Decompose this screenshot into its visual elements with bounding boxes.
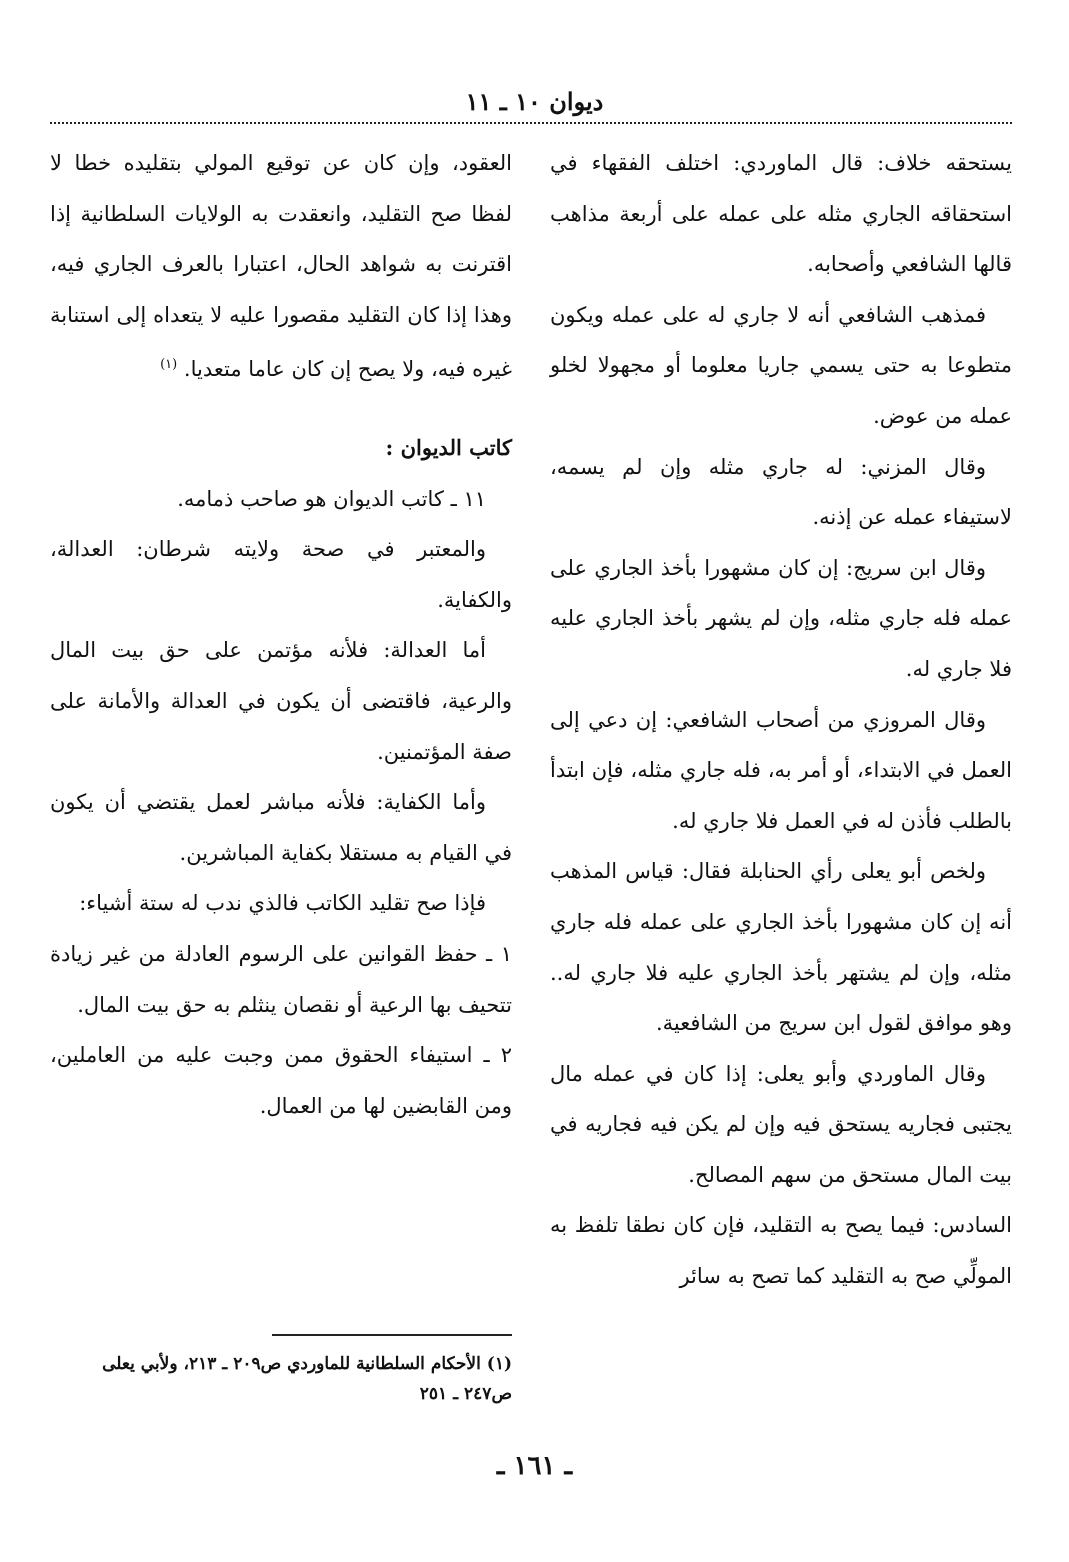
paragraph: وقال المزني: له جاري مثله وإن لم يسمه، لاستيفاء عمله عن إذنه. <box>550 454 1012 530</box>
list-item: ١ ـ حفظ القوانين على الرسوم العادلة من غير زيادة تتحيف بها الرعية أو نقصان ينثلم به حق بيت المال. <box>50 941 512 1017</box>
paragraph: وقال الماوردي وأبو يعلى: إذا كان في عمله مال يجتبى فجاريه يستحق فيه وإن لم يكن فيه فجاريه في بيت المال مستحق من سهم المصالح. <box>550 1061 1012 1187</box>
footnote-marker: (١) <box>160 357 178 373</box>
paragraph: والمعتبر في صحة ولايته شرطان: العدالة، والكفاية. <box>50 537 512 612</box>
paragraph: ولخص أبو يعلى رأي الحنابلة فقال: قياس المذهب أنه إن كان مشهورا بأخذ الجاري على عمله فله جاري مثله، وإن لم يشتهر بأخذ الجاري عليه فلا جاري له.. وهو موافق لقول ابن سريج من الشافعية. <box>550 859 1012 1036</box>
page-header <box>0 82 1069 122</box>
paragraph <box>50 138 512 395</box>
header-dotted-rule <box>50 122 1012 124</box>
paragraph-text: العقود، وإن كان عن توقيع المولي بتقليده خطا لا لفظا صح التقليد، وانعقدت به الولايات السلطانية إذا اقترنت به شواهد الحال، اعتبارا بالعرف الجاري فيه، وهذا إذا كان التقليد مقصورا عليه لا يتعداه إلى استنابة غيره فيه، ولا يصح إن كان عاما متعديا. <box>50 151 512 382</box>
paragraph: وقال المروزي من أصحاب الشافعي: إن دعي إلى العمل في الابتداء، أو أمر به، فله جاري مثله، فإن ابتدأ بالطلب فأذن له في العمل فلا جاري له. <box>550 707 1012 833</box>
page-number: ـ ١٦١ ـ <box>496 1451 573 1481</box>
footnote: (١) الأحكام السلطانية للماوردي ص٢٠٩ ـ ٢١٣، ولأبي يعلى ص٢٤٧ ـ ٢٥١ <box>102 1354 512 1404</box>
left-column <box>50 138 512 1131</box>
running-title: ديوان ١٠ ـ ١١ <box>465 87 604 116</box>
paragraph: أما العدالة: فلأنه مؤتمن على حق بيت المال والرعية، فاقتضى أن يكون في العدالة والأمانة على صفة المؤتمنين. <box>50 638 512 764</box>
paragraph: وأما الكفاية: فلأنه مباشر لعمل يقتضي أن يكون في القيام به مستقلا بكفاية المباشرين. <box>50 790 512 865</box>
list-item: ٢ ـ استيفاء الحقوق ممن وجبت عليه من العاملين، ومن القابضين لها من العمال. <box>50 1043 512 1118</box>
right-column <box>550 138 1012 1302</box>
section-heading: كاتب الديوان : <box>385 434 512 460</box>
paragraph: فإذا صح تقليد الكاتب فالذي ندب له ستة أشياء: <box>79 891 486 916</box>
paragraph: ١١ ـ كاتب الديوان هو صاحب ذمامه. <box>177 486 486 511</box>
paragraph: السادس: فيما يصح به التقليد، فإن كان نطقا تلفظ به المولِّي صح به التقليد كما تصح به سائر <box>550 1213 1012 1289</box>
paragraph: فمذهب الشافعي أنه لا جاري له على عمله ويكون متطوعا به حتى يسمي جاريا معلوما أو مجهولا لخلو عمله من عوض. <box>550 302 1012 428</box>
paragraph: وقال ابن سريج: إن كان مشهورا بأخذ الجاري على عمله فله جاري مثله، وإن لم يشهر بأخذ الجاري عليه فلا جاري له. <box>550 555 1012 681</box>
paragraph: يستحقه خلاف: قال الماوردي: اختلف الفقهاء في استحقاقه الجاري مثله على عمله على أربعة مذاهب قالها الشافعي وأصحابه. <box>550 151 1012 277</box>
footnote-rule <box>272 1334 512 1336</box>
